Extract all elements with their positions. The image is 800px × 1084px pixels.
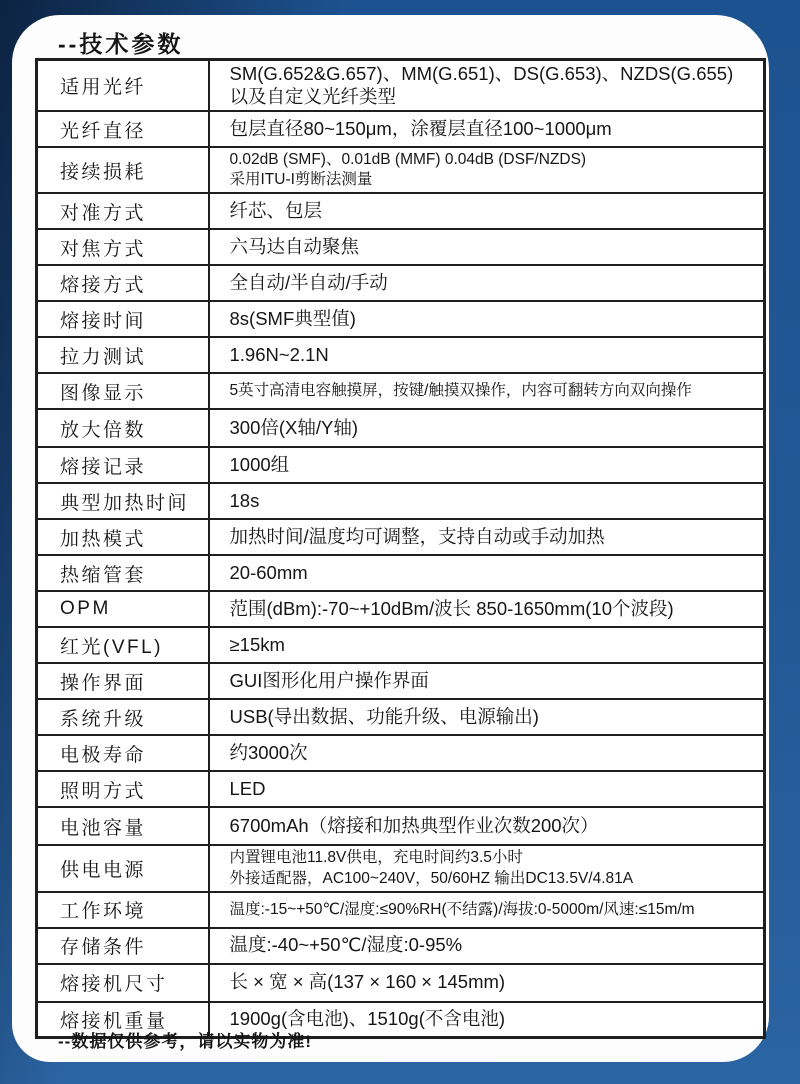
spec-value-cell [209,111,765,147]
spec-label-cell: 接续损耗 [37,147,209,193]
spec-label-cell: 熔接时间 [37,301,209,337]
spec-value-cell [209,193,765,229]
spec-label-cell: 适用光纤 [37,60,209,112]
spec-label-cell: 放大倍数 [37,409,209,447]
spec-value-cell [209,735,765,771]
spec-value-cell [209,229,765,265]
spec-label-cell: 操作界面 [37,663,209,699]
table-row [37,409,765,447]
table-row [37,483,765,519]
spec-label-cell: 电池容量 [37,807,209,845]
spec-value-cell [209,301,765,337]
spec-label-cell: 拉力测试 [37,337,209,373]
spec-value-cell [209,147,765,193]
table-row [37,301,765,337]
spec-value-cell [209,409,765,447]
spec-value-line: 采用ITU-I剪断法测量 [229,171,373,189]
spec-label-cell: 电极寿命 [37,735,209,771]
spec-value-cell [209,845,765,891]
spec-value-line: 包层直径80~150μm，涂覆层直径100~1000μm [229,117,612,139]
spec-value-line: 六马达自动聚焦 [229,236,360,258]
spec-value-line: 纤芯、包层 [229,200,323,222]
spec-label-cell: 光纤直径 [37,111,209,147]
table-row [37,265,765,301]
spec-value-line: 范围(dBm):-70~+10dBm/波长 850-1650mm(10个波段) [229,598,674,620]
spec-label-cell: 典型加热时间 [37,483,209,519]
spec-value-line: 5英寸高清电容触摸屏，按键/触摸双操作，内容可翻转方向双向操作 [229,382,692,400]
table-row [37,60,765,112]
spec-label-cell: 加热模式 [37,519,209,555]
table-row [37,845,765,891]
spec-value-cell [209,337,765,373]
spec-value-line: 0.02dB (SMF)、0.01dB (MMF) 0.04dB (DSF/NZDS) [229,151,587,169]
spec-value-cell [209,373,765,409]
spec-value-line: 以及自定义光纤类型 [229,85,397,107]
spec-label-cell: 系统升级 [37,699,209,735]
table-row [37,892,765,928]
spec-value-cell [209,892,765,928]
spec-label-cell: 红光(VFL) [37,627,209,663]
spec-label-cell: 热缩管套 [37,555,209,591]
spec-value-line: 300倍(X轴/Y轴) [229,417,359,439]
table-row [37,627,765,663]
spec-label-cell: 对准方式 [37,193,209,229]
table-row [37,663,765,699]
spec-table-body [37,60,765,1038]
table-row [37,807,765,845]
spec-value-line: 1000组 [229,454,290,476]
spec-value-cell [209,699,765,735]
spec-value-cell [209,519,765,555]
spec-label-cell: 工作环境 [37,892,209,928]
spec-label-cell: 图像显示 [37,373,209,409]
spec-value-line: LED [229,778,266,800]
spec-label-cell: 照明方式 [37,771,209,807]
table-row [37,771,765,807]
footer-note: --数据仅供参考，请以实物为准! [58,1032,312,1051]
spec-value-line: USB(导出数据、功能升级、电源输出) [229,706,539,728]
spec-value-cell [209,771,765,807]
table-row [37,699,765,735]
spec-label-cell: 熔接机重量 [37,1002,209,1038]
table-row [37,337,765,373]
spec-value-line: 外接适配器，AC100~240V，50/60HZ 输出DC13.5V/4.81A [229,869,634,887]
spec-label-cell: 熔接机尺寸 [37,964,209,1002]
table-row [37,964,765,1002]
spec-table [35,58,766,1039]
table-row [37,229,765,265]
spec-value-cell [209,265,765,301]
spec-value-line: 20-60mm [229,562,308,584]
spec-value-line: SM(G.652&G.657)、MM(G.651)、DS(G.653)、NZDS(G.655) [229,63,734,84]
spec-value-cell [209,591,765,627]
table-row [37,591,765,627]
spec-value-cell [209,447,765,483]
spec-label-cell: 供电电源 [37,845,209,891]
spec-value-cell [209,928,765,964]
spec-value-line: 内置锂电池11.8V供电，充电时间约3.5小时 [229,849,523,867]
table-row [37,111,765,147]
spec-value-line: 长 × 宽 × 高(137 × 160 × 145mm) [229,971,506,993]
table-row [37,373,765,409]
table-row [37,555,765,591]
table-row [37,193,765,229]
table-row [37,735,765,771]
spec-value-line: 1.96N~2.1N [229,344,329,366]
spec-value-cell [209,663,765,699]
spec-value-cell [209,627,765,663]
spec-value-cell [209,483,765,519]
spec-value-line: ≥15km [229,634,285,656]
spec-value-cell [209,964,765,1002]
spec-value-line: 全自动/半自动/手动 [229,272,388,294]
spec-value-line: 1900g(含电池)、1510g(不含电池) [229,1008,506,1030]
table-row [37,519,765,555]
spec-value-cell [209,807,765,845]
spec-value-line: 温度:-15~+50℃/湿度:≤90%RH(不结露)/海拔:0-5000m/风速:≤15m/m [229,900,695,918]
spec-label-cell: OPM [37,591,209,627]
table-row [37,928,765,964]
spec-value-line: 8s(SMF典型值) [229,308,356,330]
spec-value-line: 温度:-40~+50℃/湿度:0-95% [229,934,463,956]
page-title: --技术参数 [58,31,184,57]
spec-value-cell [209,60,765,112]
spec-value-line: 18s [229,490,260,512]
spec-value-line: 6700mAh（熔接和加热典型作业次数200次） [229,815,599,837]
spec-label-cell: 熔接记录 [37,447,209,483]
table-row [37,447,765,483]
spec-value-cell [209,555,765,591]
spec-label-cell: 存储条件 [37,928,209,964]
spec-value-line: GUI图形化用户操作界面 [229,670,429,692]
spec-value-line: 加热时间/温度均可调整，支持自动或手动加热 [229,526,605,548]
spec-value-line: 约3000次 [229,742,308,764]
table-row [37,147,765,193]
spec-card [12,15,769,1062]
spec-label-cell: 熔接方式 [37,265,209,301]
spec-label-cell: 对焦方式 [37,229,209,265]
